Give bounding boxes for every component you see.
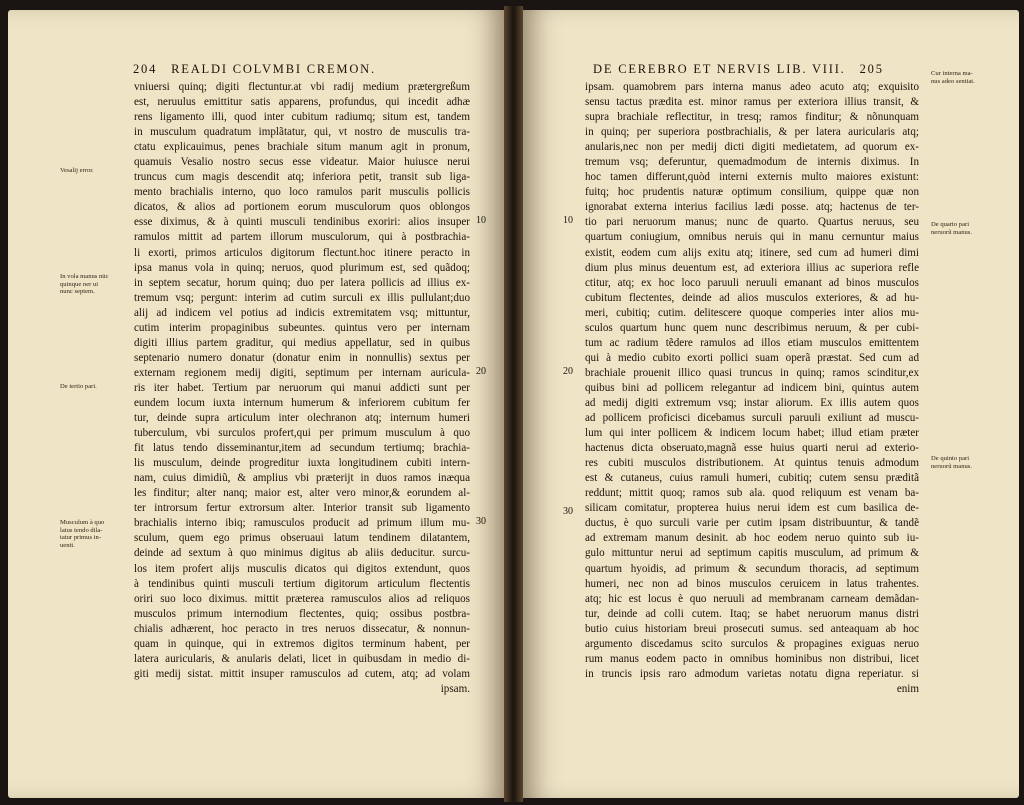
left-running-head [133, 62, 376, 77]
text-line: est, neruulus emittitur satis apparens, profundus, qui incedit adhæ [134, 96, 470, 109]
right-page [523, 10, 1019, 798]
text-line: tremum vsq; pergunt: interim ad cutim surculi ex illis pullulant;duo [134, 291, 470, 304]
text-line: sculos quartum hunc quem nunc describimus neruum, & per cubi- [585, 321, 919, 334]
text-line: rum manus eodem pacto in omnibus hominibus non distribui, licet [585, 652, 919, 665]
left-margin-note-3: De tertio pari. [60, 383, 97, 390]
right-body-text [585, 80, 919, 697]
text-line: los item profert alijs musculis dicatos qui digitos extendunt, quos [134, 562, 470, 575]
text-line: rens ligamento illi, quod inter cubitum radiumq; situm est, tandem [134, 111, 470, 124]
text-line: meri, cubitiq; cutim. delitescere quoque comperies inter alios mu- [585, 306, 919, 319]
text-line: argumento discedamus scito surculos & propagines exiguas neruo [585, 637, 919, 650]
left-line-number-10: 10 [476, 215, 486, 226]
text-line: les finditur; alter nanq; maior est, alter vero minor,& eorundem al- [134, 487, 470, 500]
text-line: digiti illius partem graditur, qui medius appellatur, sed in quibus [134, 336, 470, 349]
text-line: ad extremam manum desinit. ab hoc eodem neruo quinto sub iu- [585, 532, 919, 545]
text-line: fit latus tendo disseminantur,item ad secundum tertiumq; brachia- [134, 442, 470, 455]
text-line: ctatu explicauimus, penes brachiale situm manum agit in pronum, [134, 141, 470, 154]
text-line: humeri, nec non ad binos musculos ceruicem in latus trahentes. [585, 577, 919, 590]
text-line: ipsa manus vola in quinq; neruos, quod plurimum est, sed quãdoq; [134, 261, 470, 274]
text-line: tum ac radium tẽdere ramulos ad illos etiam musculos emittentem [585, 336, 919, 349]
left-folio: 204 [133, 62, 158, 76]
text-line: silicam comitatur, propterea huius nerui idem est cum basilica de- [585, 502, 919, 515]
right-head-title: DE CEREBRO ET NERVIS LIB. VIII. [593, 62, 846, 76]
text-line: brachialis interno ibiq; ramusculos producit ad primum illum mu- [134, 517, 470, 530]
text-line: giti medij sistat. mittit insuper ramusculos ad cutem, atq; ad volam [134, 667, 470, 680]
left-body-text [134, 80, 470, 697]
text-line: tur, deinde ad colli cutem. Itaq; se habet neruorum manus distri [585, 607, 919, 620]
text-line: enim [896, 682, 919, 695]
text-line: à tendinibus quinti musculi tertium digitorum articulum flectentis [134, 577, 470, 590]
text-line: hoc tamen differunt,quòd interni externis multo maiores existunt: [585, 171, 919, 184]
left-page [8, 10, 504, 798]
right-running-head [593, 62, 884, 77]
text-line: vniuersi quinq; digiti flectuntur.at vbi radij medium prætergreßum [134, 81, 470, 93]
text-line: quam in quinque, qui in extremos digitos terminum habent, per [134, 637, 470, 650]
text-line: externam regionem medij digiti, septimum per internam auricula- [134, 366, 470, 379]
text-line: ad pollicem proficisci dicebamus surculi paruuli exiliunt ad muscu- [585, 412, 919, 425]
text-line: mento brachialis interno, quo loco ramulos parit musculis pollicis [134, 186, 470, 199]
text-line: chialis adhærent, hoc peracto in tres neruos dissecatur, & nonnun- [134, 622, 470, 635]
text-line: tur, deinde supra articulum inter olechranon atq; internum humeri [134, 412, 470, 425]
left-margin-note-2: In vola manus nūc quinque ner ui nunc septem. [60, 273, 109, 296]
book-gutter [504, 6, 523, 802]
text-line: tremum vsq; deferuntur, quemadmodum de internis diximus. In [585, 156, 919, 169]
text-line: butio cuius historiam breui prosecuti sumus. sed anteaquam ab hoc [585, 622, 919, 635]
text-line: ter introrsum fertur extrorsum alter. Interior transit sub ligamento [134, 502, 470, 515]
text-line: ipsam. quamobrem pars interna manus adeo acuto atq; exquisito [585, 81, 919, 93]
text-line: atq; hic est locus è quo neruuli ad membranam carneam demãdan- [585, 592, 919, 605]
text-line: supra brachiale reflectitur, in tresq; ramos finditur; & nõnunquam [585, 111, 919, 124]
text-line: qui à medio cubito exorti pollici suam operã præstat. Sed cum ad [585, 351, 919, 364]
text-line: quamuis Vesalio nostro secus esse videatur. Maior huiusce nerui [134, 156, 470, 169]
text-line: fuitq; hoc prudentis naturæ optimum consilium, quippe quæ non [585, 186, 919, 199]
right-line-number-20: 20 [563, 366, 573, 377]
text-line: sculum, quem ego primus obseruaui latum tendinem dilatantem, [134, 532, 470, 545]
text-line: sensu tactus prædita est. minor ramus per exteriora illius transit, & [585, 96, 919, 109]
text-line: res cubiti musculos distributionem. At quintus tenuis admodum [585, 457, 919, 470]
text-line: oriri suo loco diximus. mittit præterea ramusculos alios ad reliquos [134, 592, 470, 605]
text-line: dicatos, & alios ad portionem eorum musculorum quos oblongos [134, 201, 470, 214]
left-margin-note-4: Musculum à quo latus tendo dila- tatur primus in- uenit. [60, 519, 105, 549]
left-line-number-30: 30 [476, 516, 486, 527]
text-line: existit, eodem cum alijs exitu atq; itinere, sed cum ad humeri dimi [585, 246, 919, 259]
text-line: anularis,nec non per medij dicti digiti medietatem, ad quorum ex- [585, 141, 919, 154]
right-line-number-30: 30 [563, 506, 573, 517]
left-head-title: REALDI COLVMBI CREMON. [171, 62, 376, 76]
text-line: ductus, è quo surculi varie per cutim ipsam distribuuntur, & tandẽ [585, 517, 919, 530]
text-line: ipsam. [440, 682, 470, 695]
text-line: lis musculum, deinde progreditur iuxta longitudinem cubiti intern- [134, 457, 470, 470]
text-line: latera auricularis, & anularis delati, licet in quibusdam in medio di- [134, 652, 470, 665]
text-line: ctitur, atq; ex hoc loco paruuli neruuli emanant ad binos musculos [585, 276, 919, 289]
left-line-number-20: 20 [476, 366, 486, 377]
text-line: tuberculum, vbi surculos profert,qui per primum musculum à quo [134, 427, 470, 440]
text-line: tio pari neruorum manus; nunc de quarto. Quartus neruus, seu [585, 216, 919, 229]
text-line: ramulos mittit ad partem illorum musculorum, qui à postbrachia- [134, 231, 470, 244]
text-line: cutim interim propaginibus subeuntes. quintus vero per internam [134, 321, 470, 334]
text-line: lum qui inter pollicem & indicem locum habet; illud etiam præter [585, 427, 919, 440]
left-margin-note-1: Vesalij error. [60, 167, 94, 174]
text-line: est & cutaneus, cuius ramuli humeri, cubitiq; cutem sensu præditã [585, 472, 919, 485]
text-line: ris iter habet. Tertium par neruorum qui manui addicti sunt per [134, 381, 470, 394]
text-line: ignorabat externa interius facilius lædi posse. atq; hactenus de ter- [585, 201, 919, 214]
text-line: truncus cum magis descendit atq; inferiora petit, transit sub liga- [134, 171, 470, 184]
text-line: alij ad indicem vel potius ad indicis extremitatem vsq; mittuntur, [134, 306, 470, 319]
text-line: esse diximus, & à quinti musculi tendinibus exoriri: alios insuper [134, 216, 470, 229]
right-margin-note-2: De quarto pari neruorũ manus. [931, 221, 973, 236]
right-line-number-10: 10 [563, 215, 573, 226]
text-line: septenario numero donatur (donatur enim in nonnullis) sextus per [134, 351, 470, 364]
text-line: in musculum quadratum implãtatur, qui, vt nostro de musculis tra- [134, 126, 470, 139]
text-line: in quinq; per superiora postbrachialis, & per latera auricularis atq; [585, 126, 919, 139]
text-line: quartum hyoidis, ad primum & secundum thoracis, ad septimum [585, 562, 919, 575]
text-line: gulo mittuntur nerui ad septimum capitis musculum, ad primum & [585, 547, 919, 560]
text-line: li exorti, primos articulos digitorum flectunt.hoc itinere peracto in [134, 246, 470, 259]
text-line: eundem locum iuxta internum humerum & inferiorem cubitum fer [134, 396, 470, 409]
text-line: dium plus minus deuentum est, ad exteriora illius ac superiora refle [585, 261, 919, 274]
text-line: in truncis ipsis raro admodum varietas notatu digna reperiatur. si [585, 667, 919, 680]
right-margin-note-3: De quinto pari neruorũ manus. [931, 455, 973, 470]
text-line: quibus bini ad pollicem relegantur ad indicem bini, quintus autem [585, 381, 919, 394]
text-line: brachiale prouenit illico quasi truncus in quinq; ramos scinditur,ex [585, 366, 919, 379]
text-line: hactenus dicta obseruato,magnã esse huius quarti nerui ad exterio- [585, 442, 919, 455]
text-line: in septem secatur, horum quinq; duo per latera pollicis ad illius ex- [134, 276, 470, 289]
text-line: deinde ad sextum à quo minimus digitus ab aliis deducitur. surcu- [134, 547, 470, 560]
text-line: reddunt; mittit quoq; ramos sub ala. quod reliquum est venam ba- [585, 487, 919, 500]
text-line: musculos primum internodium flectentes, quiq; ossibus postbra- [134, 607, 470, 620]
right-margin-note-1: Cur interna ma- nus adeo sentiat. [931, 70, 975, 85]
right-folio: 205 [859, 62, 884, 76]
text-line: nam, cuius dimidiũ, & amplius vbi præterijt in duos ramos inæqua [134, 472, 470, 485]
text-line: cubitum flectentes, deinde ad alios musculos exteriores, & ad hu- [585, 291, 919, 304]
text-line: ad medij digiti extremum vsq; instar aliorum. Ex illis autem quos [585, 396, 919, 409]
text-line: quartum coniugium, omnibus neruis qui in manu cernuntur maius [585, 231, 919, 244]
